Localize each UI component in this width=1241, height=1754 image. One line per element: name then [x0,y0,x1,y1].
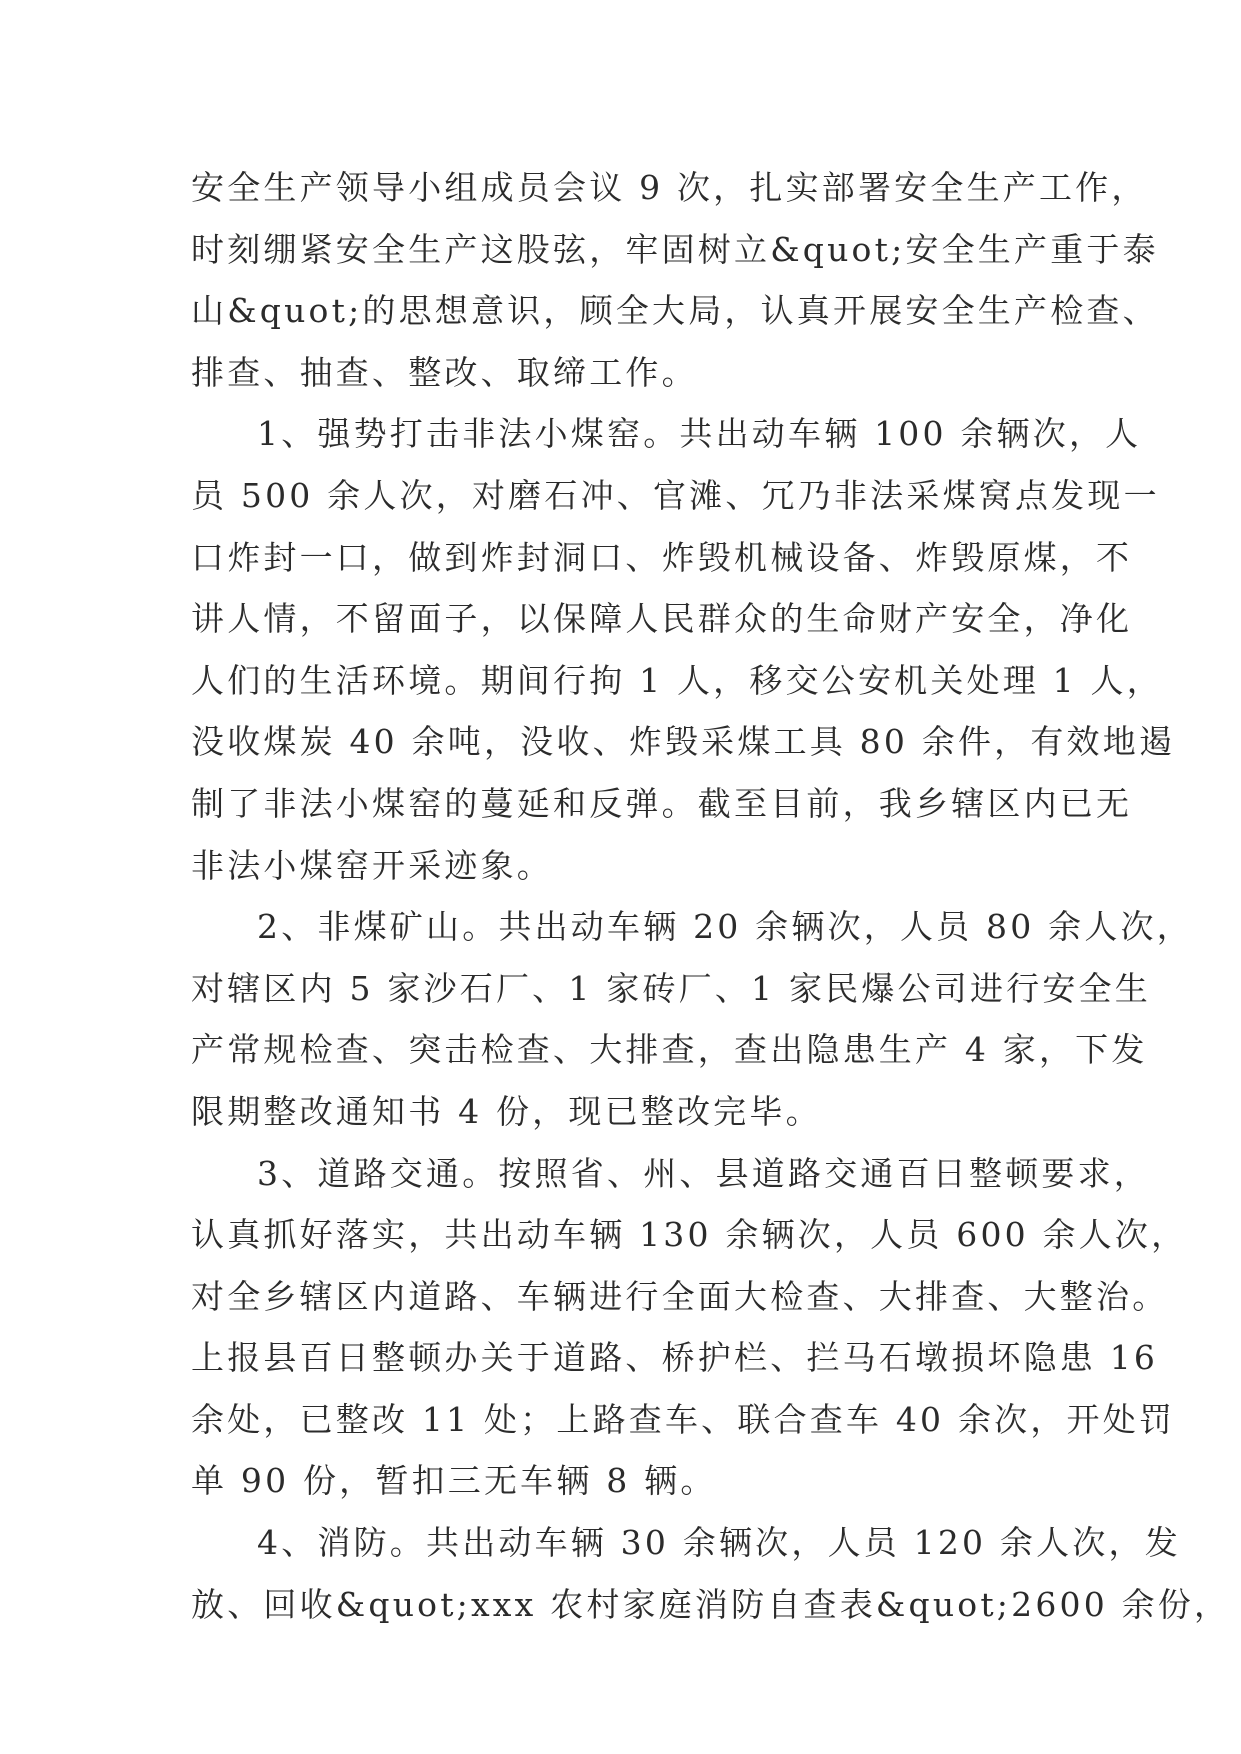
text-line: 限期整改通知书 4 份，现已整改完毕。 [191,1091,822,1131]
paragraph-start-line: 3、道路交通。按照省、州、县道路交通百日整顿要求， [257,1153,1150,1193]
text-line: 产常规检查、突击检查、大排查，查出隐患生产 4 家，下发 [191,1030,1148,1070]
text-line: 认真抓好落实，共出动车辆 130 余辆次，人员 600 余人次， [191,1215,1188,1255]
text-line: 单 90 份，暂扣三无车辆 8 辆。 [191,1461,717,1501]
text-line: 安全生产领导小组成员会议 9 次，扎实部署安全生产工作， [191,168,1148,207]
text-line: 人们的生活环境。期间行拘 1 人，移交公安机关处理 1 人， [191,660,1163,700]
paragraph-start-line: 2、非煤矿山。共出动车辆 20 余辆次，人员 80 余人次， [257,907,1193,947]
text-line: 非法小煤窑开采迹象。 [191,845,553,885]
text-line: 山&quot;的思想意识，顾全大局，认真开展安全生产检查、 [191,291,1159,331]
text-line: 时刻绷紧安全生产这股弦，牢固树立&quot;安全生产重于泰 [191,229,1159,269]
text-line: 余处，已整改 11 处；上路查车、联合查车 40 余次，开处罚 [191,1399,1176,1439]
body-text [191,157,1231,1635]
paragraph-start-line: 4、消防。共出动车辆 30 余辆次，人员 120 余人次，发 [257,1523,1181,1563]
text-line: 讲人情，不留面子，以保障人民群众的生命财产安全，净化 [191,599,1133,639]
text-line: 排查、抽查、整改、取缔工作。 [191,352,698,392]
text-line: 员 500 余人次，对磨石冲、官滩、冗乃非法采煤窝点发现一 [191,475,1160,515]
text-line: 制了非法小煤窑的蔓延和反弹。截至目前，我乡辖区内已无 [191,783,1133,823]
text-line: 没收煤炭 40 余吨，没收、炸毁采煤工具 80 余件，有效地遏 [191,722,1176,762]
text-line: 对全乡辖区内道路、车辆进行全面大检查、大排查、大整治。 [191,1276,1169,1316]
text-line: 口炸封一口，做到炸封洞口、炸毁机械设备、炸毁原煤，不 [191,537,1133,577]
text-line: 上报县百日整顿办关于道路、桥护栏、拦马石墩损坏隐患 16 [191,1338,1159,1378]
text-line: 放、回收&quot;xxx 农村家庭消防自查表&quot;2600 余份， [191,1584,1231,1624]
paragraph-start-line: 1、强势打击非法小煤窑。共出动车辆 100 余辆次，人 [257,414,1142,454]
text-line: 对辖区内 5 家沙石厂、1 家砖厂、1 家民爆公司进行安全生 [191,968,1151,1008]
